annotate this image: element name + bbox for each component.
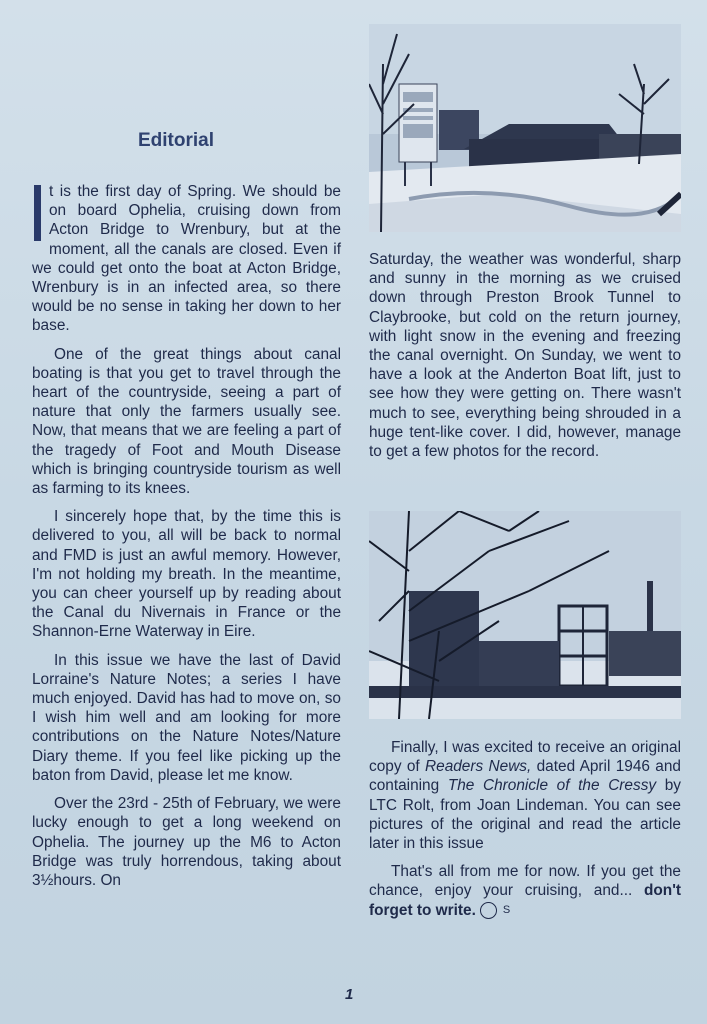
paragraph-2: One of the great things about canal boating is that you get to travel through the heart of the countryside, seeing a part of nature that only the farmers usually see. Now, that means that we are feeling a part of the tragedy of Foot and Mouth Disease which is bringing countryside tourism as well as farming to its knees. — [32, 345, 341, 498]
paragraph-7: Finally, I was excited to receive an original copy of Readers News, dated April 1946 and containing The Chronicle of the Cressy by LTC Rolt, from Joan Lindeman. You can see pictures of the original and read the article later in this issue — [369, 739, 681, 853]
paragraph-5: Over the 23rd - 25th of February, we were lucky enough to get a long weekend on Ophelia. The journey up the M6 to Acton Bridge was truly horrendous, taking about 3½hours. On — [32, 795, 341, 889]
page-number: 1 — [345, 986, 354, 1003]
paragraph-4: In this issue we have the last of David Lorraine's Nature Notes; a series I have much enjoyed. David has had to move on, so I wish him well and am looking for more contributions on the Nature Notes/Nature Diary theme. If you feel like picking up the baton from David, please let me know. — [32, 651, 341, 784]
right-column-bottom — [369, 738, 681, 929]
paragraph-8: That's all from me for now. If you get the chance, enjoy your cruising, and... don't forget to write. S — [369, 863, 681, 919]
page-title: Editorial — [138, 130, 215, 151]
paragraph-1: t is the first day of Spring. We should be on board Ophelia, cruising down from Acton Bridge to Wrenbury, but at the moment, all the canals are closed. Even if we could get onto the boat at Acton Bridge, Wrenbury is in an infected area, so there would be no sense in taking her down to her base. — [32, 183, 341, 335]
photo-anderton-boat-lift — [369, 511, 681, 719]
signature-symbol: S — [480, 902, 497, 919]
paragraph-3: I sincerely hope that, by the time this is delivered to you, all will be back to normal and FMD is just an awful memory. However, I'm not holding my breath. In the meantime, you can cheer yourself up by reading about the Canal du Nivernais in France or the Shannon-Erne Waterway in Eire. — [32, 508, 341, 641]
left-column — [32, 182, 341, 899]
drop-cap-i — [34, 185, 41, 241]
paragraph-6: Saturday, the weather was wonderful, sharp and sunny in the morning as we cruised down through Preston Brook Tunnel to Claybrooke, but cold on the return journey, with light snow in the evening and freezing the canal overnight. On Sunday, we went to have a look at the Anderton Boat lift, just to see how they were getting on. There wasn't much to see, everything being shrouded in a huge tent-like cover. I did, however, manage to get a few photos for the record. — [369, 251, 681, 461]
photo-boat-lift-site — [369, 24, 681, 232]
right-column-top — [369, 250, 681, 470]
